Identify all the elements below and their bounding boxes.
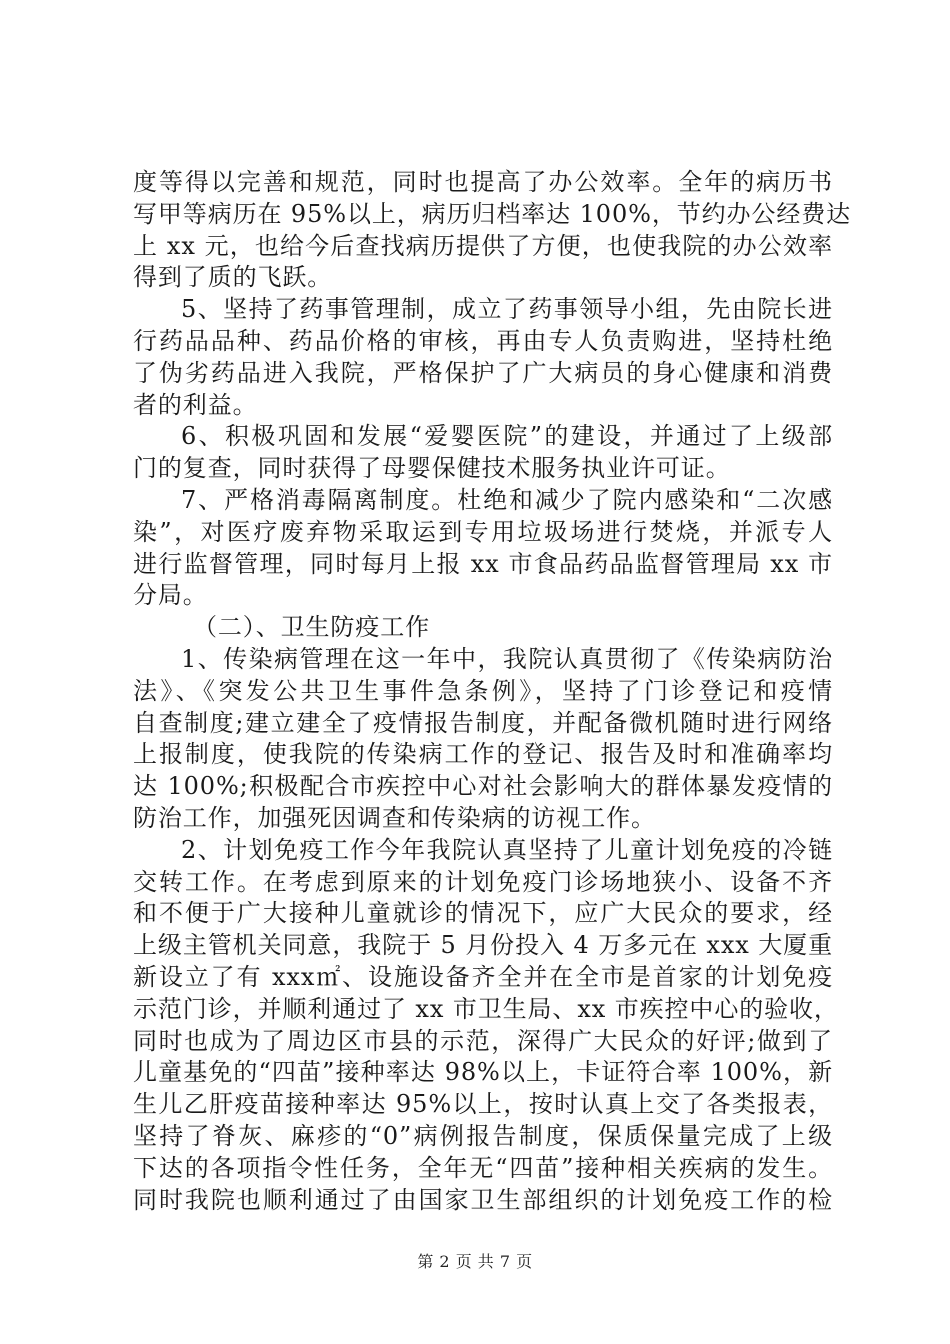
text-line: 度等得以完善和规范，同时也提高了办公效率。全年的病历书 [133, 168, 833, 196]
text-line: 进行监督管理，同时每月上报 xx 市食品药品监督管理局 xx 市 [133, 549, 833, 578]
text-line: 达 100%;积极配合市疾控中心对社会影响大的群体暴发疫情的 [133, 772, 833, 801]
text-line: 生儿乙肝疫苗接种率达 95%以上，按时认真上交了各类报表， [133, 1090, 833, 1119]
text-line: 上 xx 元，也给今后查找病历提供了方便，也使我院的办公效率 [133, 231, 833, 260]
text-line: 自查制度;建立建全了疫情报告制度，并配备微机随时进行网络 [133, 708, 833, 737]
text-line: 儿童基免的“四苗”接种率达 98%以上，卡证符合率 100%，新 [133, 1058, 833, 1087]
text-line: 上报制度，使我院的传染病工作的登记、报告及时和准确率均 [133, 740, 833, 769]
text-line: 和不便于广大接种儿童就诊的情况下，应广大民众的要求，经 [133, 899, 833, 928]
text-line: 2、计划免疫工作今年我院认真坚持了儿童计划免疫的冷链 [181, 835, 833, 864]
text-line: 下达的各项指令性任务，全年无“四苗”接种相关疾病的发生。 [133, 1153, 833, 1182]
text-line: 同时也成为了周边区市县的示范，深得广大民众的好评;做到了 [133, 1026, 833, 1055]
text-line: 1、传染病管理在这一年中，我院认真贯彻了《传染病防治 [181, 644, 833, 673]
text-line: 分局。 [133, 581, 208, 610]
text-line: 染”，对医疗废弃物采取运到专用垃圾场进行焚烧，并派专人 [133, 517, 833, 546]
text-line: 上级主管机关同意，我院于 5 月份投入 4 万多元在 xxx 大厦重 [133, 931, 833, 960]
section-heading: （二）、卫生防疫工作 [193, 613, 430, 642]
text-line: 5、坚持了药事管理制，成立了药事领导小组，先由院长进 [181, 295, 833, 324]
text-line: 示范门诊，并顺利通过了 xx 市卫生局、xx 市疾控中心的验收， [133, 994, 839, 1023]
text-line: 7、严格消毒隔离制度。杜绝和减少了院内感染和“二次感 [181, 485, 833, 514]
document-body [133, 167, 852, 1216]
text-line: 写甲等病历在 95%以上，病历归档率达 100%，节约办公经费达 [133, 199, 852, 228]
text-line: 坚持了脊灰、麻疹的“0”病例报告制度，保质保量完成了上级 [133, 1121, 833, 1150]
text-line: 6、积极巩固和发展“爱婴医院”的建设，并通过了上级部 [181, 422, 833, 451]
text-line: 了伪劣药品进入我院，严格保护了广大病员的身心健康和消费 [133, 358, 833, 387]
text-line: 门的复查，同时获得了母婴保健技术服务执业许可证。 [133, 454, 731, 483]
text-line: 行药品品种、药品价格的审核，再由专人负责购进，坚持杜绝 [133, 326, 833, 355]
text-line: 法》、《突发公共卫生事件急条例》，坚持了门诊登记和疫情 [133, 676, 833, 705]
text-line: 防治工作，加强死因调查和传染病的访视工作。 [133, 803, 656, 832]
text-line: 新设立了有 xxx㎡、设施设备齐全并在全市是首家的计划免疫 [133, 962, 833, 991]
text-line: 得到了质的飞跃。 [133, 263, 333, 292]
text-line: 者的利益。 [133, 390, 258, 419]
page-number-footer: 第 2 页 共 7 页 [417, 1252, 533, 1271]
text-line: 同时我院也顺利通过了由国家卫生部组织的计划免疫工作的检 [133, 1185, 833, 1214]
text-line: 交转工作。在考虑到原来的计划免疫门诊场地狭小、设备不齐 [133, 867, 833, 896]
